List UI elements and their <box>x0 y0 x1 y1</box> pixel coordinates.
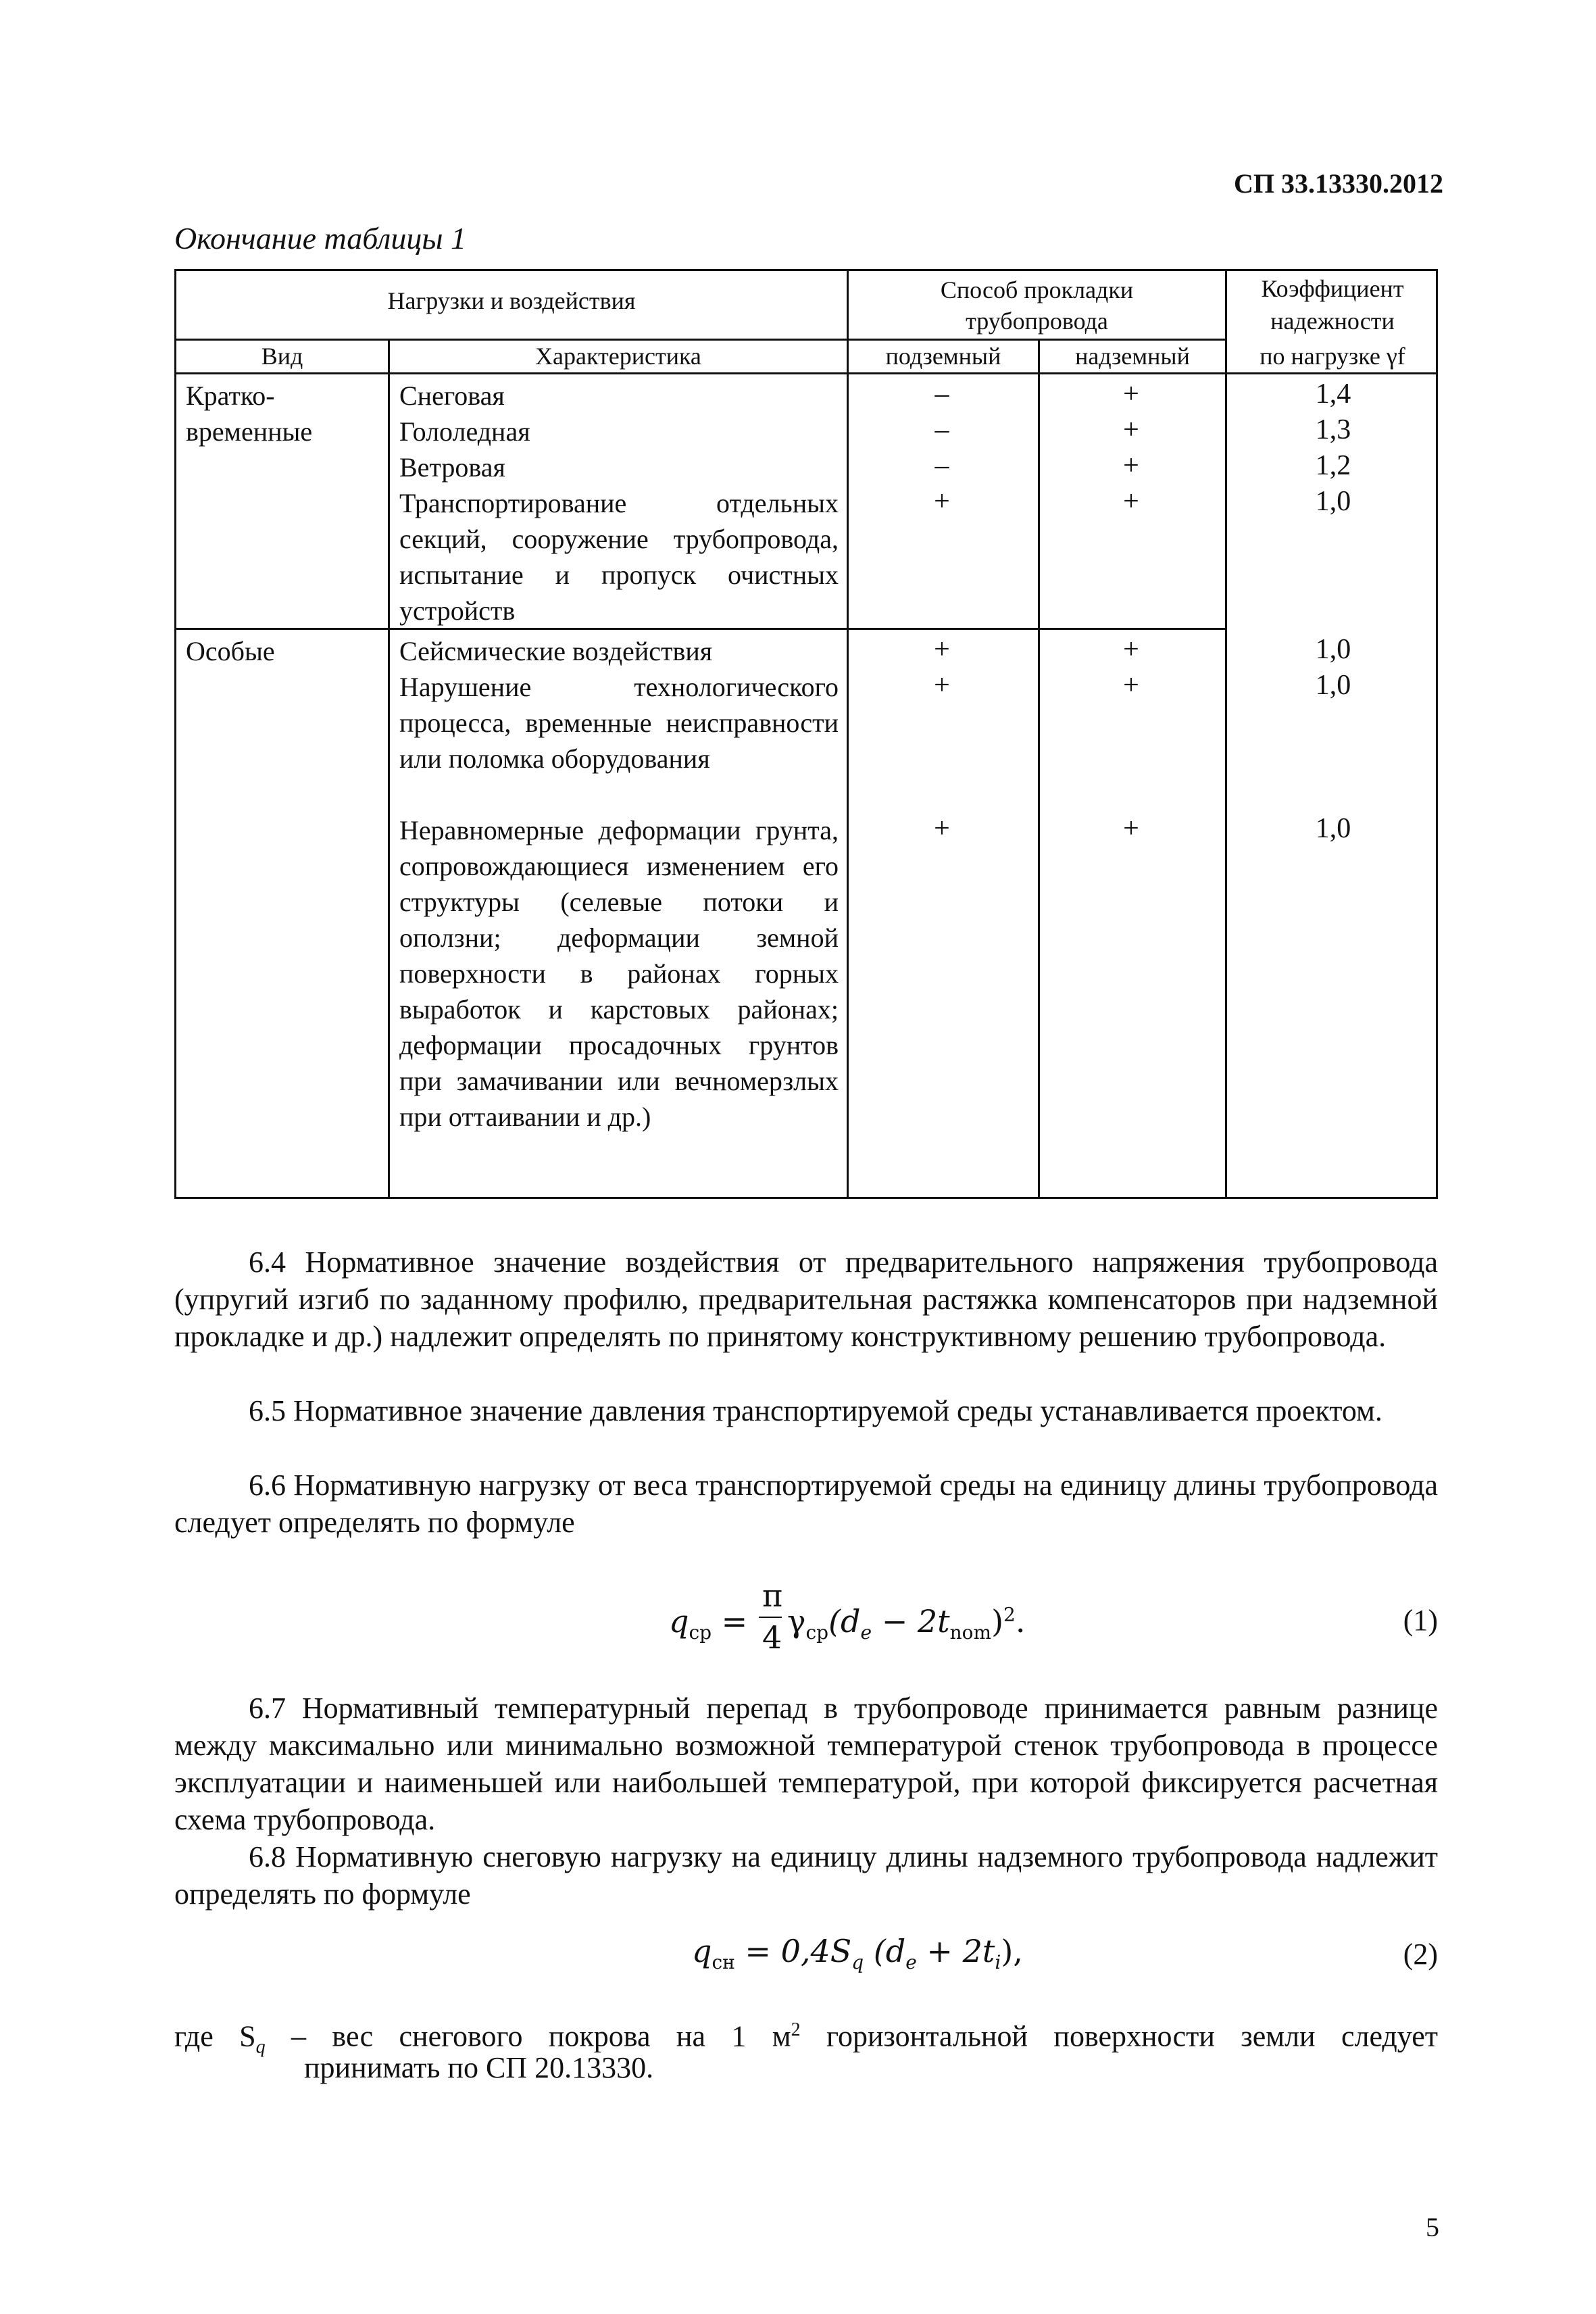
formula-2-lhs: q <box>692 1933 712 1969</box>
row-under-process: + <box>934 670 950 701</box>
formula-2-de-sub: e <box>905 1951 917 1974</box>
paragraph-6-8: 6.8 Нормативную снеговую нагрузку на единицу длины надземного трубопровода надлежит определять по формуле <box>174 1840 1438 1911</box>
formula-1-lhs: q <box>669 1603 689 1640</box>
page-number: 5 <box>1426 2212 1439 2242</box>
row-coef-seismic: 1,0 <box>1315 634 1351 665</box>
formula-1-fraction-bar <box>759 1617 782 1618</box>
formula-1-de-sub: e <box>860 1621 872 1644</box>
formula-2-eq: = 0,4S <box>734 1933 852 1969</box>
where-sup: 2 <box>791 2019 801 2040</box>
row-under-ice: – <box>934 414 949 445</box>
paragraph-6-5: 6.5 Нормативное значение давления транспортируемой среды устанавливается проектом. <box>249 1394 1382 1427</box>
loads-table <box>174 269 1438 1199</box>
header-kind: Вид <box>261 343 303 370</box>
formula-1-gamma-sub: ср <box>805 1621 829 1644</box>
formula-1-gamma: γ <box>787 1603 806 1640</box>
formula-2-open: (d <box>864 1933 906 1969</box>
header-method-line2: трубопровода <box>966 307 1108 335</box>
row-above-snow: + <box>1123 378 1139 410</box>
formula-2-close: ), <box>1001 1933 1023 1969</box>
formula-1-close: ) <box>991 1603 1004 1640</box>
kind-short-term: Кратко-временные <box>186 380 313 447</box>
where-sub: q <box>255 2036 266 2058</box>
row-char-wind: Ветровая <box>399 452 505 483</box>
where-clause-line2: принимать по СП 20.13330. <box>304 2051 654 2084</box>
row-above-transport: + <box>1123 486 1139 517</box>
header-underground: подземный <box>885 343 1001 370</box>
header-coef-line3: по нагрузке γf <box>1260 343 1405 370</box>
formula-1-denominator: 4 <box>762 1619 782 1656</box>
paragraph-6-7: 6.7 Нормативный температурный перепад в трубопроводе принимается равным разнице между максимально или минимально возможной температурой стенок трубопровода в процессе эксплуатации и наименьшей или наибольшей температурой, при которой фиксируется расчетная схема трубопровода. <box>174 1692 1438 1836</box>
row-under-transport: + <box>934 486 950 517</box>
formula-2 <box>692 1933 1097 1987</box>
formula-1-number: (1) <box>1403 1604 1438 1637</box>
row-char-deformation: Неравномерные деформации грунта, сопровождающиеся изменением его структуры (селевые потоки и оползни; деформации земной поверхности в районах горных выработок и карстовых районах; деформации просадочных грунтов при замачивании или вечномерзлых при оттаивании и др.) <box>399 815 839 1132</box>
row-char-ice: Гололедная <box>399 416 530 447</box>
row-char-snow: Снеговая <box>399 380 505 411</box>
where-prefix: где S <box>174 2019 256 2053</box>
document-code: СП 33.13330.2012 <box>1234 168 1443 199</box>
row-coef-process: 1,0 <box>1315 670 1351 701</box>
row-under-seismic: + <box>934 634 950 665</box>
row-under-snow: – <box>934 378 949 410</box>
formula-2-number: (2) <box>1403 1938 1438 1971</box>
row-above-deformation: + <box>1123 813 1139 844</box>
row-above-seismic: + <box>1123 634 1139 665</box>
where-text2: горизонтальной поверхности земли следует <box>800 2019 1438 2053</box>
row-under-wind: – <box>934 450 949 481</box>
row-coef-transport: 1,0 <box>1315 486 1351 517</box>
formula-2-lhs-sub: сн <box>712 1951 735 1974</box>
formula-2-ti-sub: i <box>995 1951 1001 1974</box>
formula-1-dot: . <box>1015 1603 1026 1640</box>
header-coef-line1: Коэффициент <box>1261 275 1404 302</box>
formula-1-minus: − 2t <box>872 1603 950 1640</box>
header-aboveground: надземный <box>1075 343 1190 370</box>
paragraph-6-6: 6.6 Нормативную нагрузку от веса транспортируемой среды на единицу длины трубопровода следует определять по формуле <box>174 1469 1438 1539</box>
formula-2-plus: + 2t <box>916 1933 995 1969</box>
row-above-process: + <box>1123 670 1139 701</box>
row-above-ice: + <box>1123 414 1139 445</box>
formula-1-square: 2 <box>1003 1603 1016 1626</box>
paragraph-6-4: 6.4 Нормативное значение воздействия от предварительного напряжения трубопровода (упругий изгиб по заданному профилю, предварительная растяжка компенсаторов при надземной прокладке и др.) надлежит определять по принятому конструктивному решению трубопровода. <box>174 1246 1438 1353</box>
row-under-deformation: + <box>934 813 950 844</box>
row-coef-deformation: 1,0 <box>1315 813 1351 844</box>
header-coef-line2: надежности <box>1270 307 1395 335</box>
header-characteristic: Характеристика <box>535 343 701 370</box>
formula-1-numerator: π <box>762 1577 783 1614</box>
header-method-line1: Способ прокладки <box>940 276 1134 303</box>
formula-2-sq-sub: q <box>851 1951 864 1974</box>
row-coef-ice: 1,3 <box>1315 414 1351 445</box>
where-text1: – вес снегового покрова на 1 м <box>265 2019 791 2053</box>
header-loads: Нагрузки и воздействия <box>387 287 636 314</box>
kind-special: Особые <box>186 636 275 666</box>
row-above-wind: + <box>1123 450 1139 481</box>
row-char-process: Нарушение технологического процесса, временные неисправности или поломка оборудования <box>399 672 839 774</box>
row-char-transport: Транспортирование отдельных секций, сооружение трубопровода, испытание и пропуск очистных устройств <box>399 488 839 626</box>
formula-1-nom-sub: nom <box>949 1621 992 1644</box>
row-coef-snow: 1,4 <box>1315 378 1351 410</box>
table-caption: Окончание таблицы 1 <box>174 221 466 255</box>
formula-1-lhs-sub: ср <box>689 1621 712 1644</box>
formula-1-paren: (d <box>828 1603 861 1640</box>
row-char-seismic: Сейсмические воздействия <box>399 636 713 666</box>
formula-1: $q_{ср}$ = π 4 $\gamma_{ср}(d_e - 2t_{nom})^2$. <box>669 1577 1026 1656</box>
row-coef-wind: 1,2 <box>1315 450 1351 481</box>
